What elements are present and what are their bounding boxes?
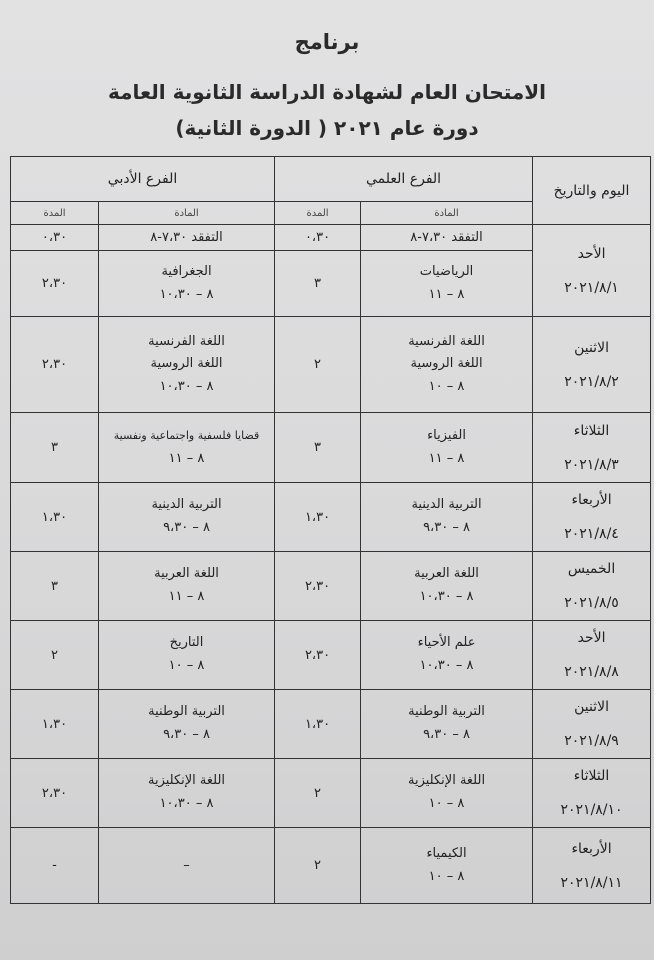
exam-date: ٢٠٢١/٨/٥: [564, 595, 619, 611]
sci-subject-name: الرياضيات: [419, 263, 474, 279]
sci-exam-time: ٨ – ١٠،٣٠: [419, 658, 474, 673]
sci-exam-time: ٨ – ١١: [428, 450, 465, 466]
day-name: الاثنين: [574, 339, 609, 356]
day-name: الأربعاء: [571, 840, 612, 857]
lit-duration-cell: ٢،٣٠: [11, 759, 99, 828]
document-title: برنامج: [294, 30, 360, 54]
lit-exam-time: ٨ – ١٠،٣٠: [159, 286, 214, 302]
sci-subject-cell: [361, 317, 533, 413]
lit-subject-cell: [99, 552, 275, 621]
lit-subject-name: –: [183, 857, 190, 873]
sci-exam-time: ٨ – ١٠: [428, 796, 465, 811]
lit-subject-cell: [99, 690, 275, 759]
sci-duration-cell: ٢،٣٠: [275, 552, 361, 621]
table-row: [11, 225, 651, 251]
sci-subject-cell: [361, 690, 533, 759]
sci-duration-cell: ٣: [275, 251, 361, 317]
schedule-body: [11, 225, 651, 904]
lit-exam-time: ٨ – ١٠،٣٠: [159, 378, 214, 394]
sci-subject-cell: [361, 413, 533, 483]
lit-subject-name: التربية الدينية: [151, 497, 222, 512]
lit-subject-name: اللغة العربية: [154, 566, 219, 581]
sci-subject-name: اللغة العربية: [414, 566, 479, 581]
exam-date: ٢٠٢١/٨/٣: [564, 456, 619, 473]
sci-subject-name: الفيزياء: [427, 427, 466, 443]
day-name: الثلاثاء: [573, 768, 610, 784]
sci-exam-time: ٨ – ١٠: [428, 868, 465, 884]
lit-duration-cell: ٣: [11, 552, 99, 621]
header-day-date: اليوم والتاريخ: [533, 157, 651, 225]
document-subtitle: الامتحان العام لشهادة الدراسة الثانوية العامة: [107, 80, 547, 104]
sci-duration-cell: ٢: [275, 759, 361, 828]
lit-duration-cell: ٢،٣٠: [11, 317, 99, 413]
lit-subject-name: قضايا فلسفية واجتماعية ونفسية: [113, 428, 260, 442]
lit-duration-cell: ٢: [11, 621, 99, 690]
lit-subject-cell: [99, 317, 275, 413]
exam-schedule-table: [10, 156, 651, 904]
sci-duration-cell: ٠،٣٠: [275, 225, 361, 251]
lit-subject-name: التاريخ: [169, 635, 204, 650]
lit-exam-time: ٨ – ٩،٣٠: [163, 727, 210, 742]
lit-exam-time: ٨ – ١٠،٣٠: [159, 796, 214, 811]
sci-duration-cell: ١،٣٠: [275, 690, 361, 759]
lit-subject-name: التفقد ٧،٣٠-٨: [150, 229, 223, 245]
lit-exam-time: ٨ – ١١: [168, 589, 205, 604]
sci-subject-name: الكيمياء: [426, 845, 467, 861]
exam-date: ٢٠٢١/٨/١١: [560, 874, 623, 891]
exam-date: ٢٠٢١/٨/٨: [564, 664, 619, 680]
lit-exam-time: ٨ – ١٠: [168, 658, 205, 673]
exam-date: ٢٠٢١/٨/١٠: [560, 802, 623, 818]
lit-subject-name: اللغة الروسية: [150, 355, 223, 371]
header-sci-subject: المادة: [361, 202, 533, 225]
sci-subject-name: التفقد ٧،٣٠-٨: [410, 229, 483, 245]
sci-exam-time: ٨ – ١٠،٣٠: [419, 589, 474, 604]
sci-subject-name: التربية الدينية: [411, 497, 482, 512]
sci-duration-cell: ٢: [275, 317, 361, 413]
sci-subject-cell: [361, 828, 533, 904]
header-sci-duration: المدة: [275, 202, 361, 225]
header-literary-branch: الفرع الأدبي: [11, 157, 275, 202]
table-row: [11, 828, 651, 904]
sci-exam-time: ٨ – ١٠: [428, 378, 465, 394]
lit-subject-cell: [99, 828, 275, 904]
day-date-cell: [533, 552, 651, 621]
day-name: الأربعاء: [571, 492, 612, 508]
exam-date: ٢٠٢١/٨/١: [564, 279, 619, 296]
sci-subject-name: اللغة الفرنسية: [408, 333, 485, 349]
header-lit-subject: المادة: [99, 202, 275, 225]
day-name: الاثنين: [574, 699, 609, 715]
day-date-cell: [533, 759, 651, 828]
day-name: الأحد: [577, 245, 606, 262]
sci-subject-name: التربية الوطنية: [408, 704, 485, 719]
lit-subject-cell: [99, 621, 275, 690]
lit-subject-cell: [99, 225, 275, 251]
day-name: الخميس: [567, 561, 616, 577]
lit-duration-cell: ٠،٣٠: [11, 225, 99, 251]
sci-subject-name: علم الأحياء: [417, 635, 476, 650]
header-scientific-branch: الفرع العلمي: [275, 157, 533, 202]
table-row: [11, 759, 651, 828]
day-name: الأحد: [577, 630, 606, 646]
day-date-cell: [533, 317, 651, 413]
sci-exam-time: ٨ – ١١: [428, 286, 465, 302]
lit-subject-cell: [99, 483, 275, 552]
lit-subject-cell: [99, 759, 275, 828]
table-row: [11, 621, 651, 690]
lit-subject-cell: [99, 251, 275, 317]
sci-duration-cell: ١،٣٠: [275, 483, 361, 552]
sci-subject-cell: [361, 552, 533, 621]
lit-duration-cell: ١،٣٠: [11, 483, 99, 552]
table-row: [11, 552, 651, 621]
day-name: الثلاثاء: [573, 422, 610, 439]
table-row: [11, 413, 651, 483]
sci-duration-cell: ٣: [275, 413, 361, 483]
day-date-cell: [533, 483, 651, 552]
lit-duration-cell: ٣: [11, 413, 99, 483]
sci-subject-cell: [361, 251, 533, 317]
sci-subject-cell: [361, 225, 533, 251]
exam-date: ٢٠٢١/٨/٢: [564, 373, 619, 390]
exam-date: ٢٠٢١/٨/٩: [564, 733, 619, 749]
day-date-cell: [533, 621, 651, 690]
table-row: [11, 483, 651, 552]
lit-duration-cell: ١،٣٠: [11, 690, 99, 759]
table-row: [11, 690, 651, 759]
day-date-cell: [533, 225, 651, 317]
lit-duration-cell: ٢،٣٠: [11, 251, 99, 317]
lit-duration-cell: -: [11, 828, 99, 904]
day-date-cell: [533, 413, 651, 483]
sci-subject-cell: [361, 759, 533, 828]
lit-subject-name: اللغة الإنكليزية: [147, 773, 226, 788]
day-date-cell: [533, 690, 651, 759]
exam-date: ٢٠٢١/٨/٤: [564, 526, 619, 542]
lit-exam-time: ٨ – ٩،٣٠: [163, 520, 210, 535]
day-date-cell: [533, 828, 651, 904]
lit-subject-cell: [99, 413, 275, 483]
lit-subject-name: الجغرافية: [161, 263, 212, 279]
lit-subject-name: اللغة الفرنسية: [148, 333, 225, 349]
table-row: [11, 317, 651, 413]
sci-subject-cell: [361, 483, 533, 552]
sci-subject-name: اللغة الإنكليزية: [408, 773, 486, 788]
session-title: دورة عام ٢٠٢١ ( الدورة الثانية): [175, 116, 479, 140]
sci-duration-cell: ٢،٣٠: [275, 621, 361, 690]
sci-subject-name: اللغة الروسية: [410, 355, 483, 371]
lit-subject-name: التربية الوطنية: [148, 704, 225, 719]
sci-duration-cell: ٢: [275, 828, 361, 904]
sci-exam-time: ٨ – ٩،٣٠: [423, 520, 470, 535]
sci-subject-cell: [361, 621, 533, 690]
header-lit-duration: المدة: [11, 202, 99, 225]
sci-exam-time: ٨ – ٩،٣٠: [423, 727, 470, 742]
lit-exam-time: ٨ – ١١: [168, 450, 205, 466]
